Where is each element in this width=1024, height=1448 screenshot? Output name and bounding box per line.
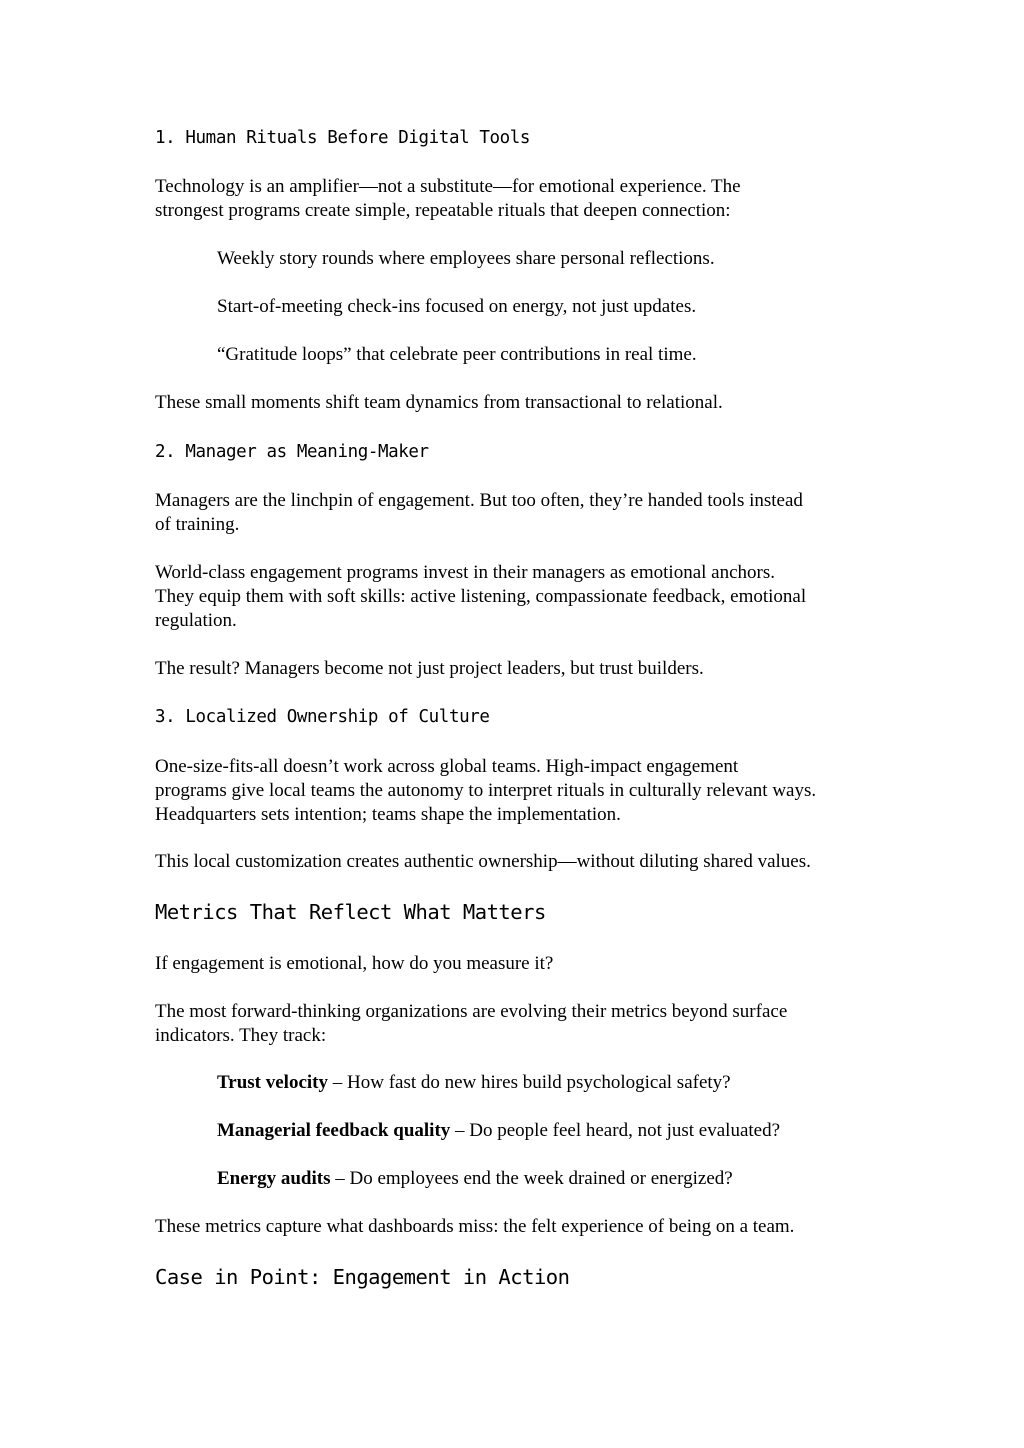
paragraph-line: The result? Managers become not just project leaders, but trust builders. <box>155 658 704 679</box>
section-heading-rituals: 1. Human Rituals Before Digital Tools <box>155 128 531 148</box>
list-item: Start-of-meeting check-ins focused on energy, not just updates. <box>217 296 697 317</box>
list-item <box>217 1119 780 1143</box>
paragraph-line: If engagement is emotional, how do you measure it? <box>155 953 554 974</box>
paragraph-line: World-class engagement programs invest in their managers as emotional anchors. <box>155 562 776 583</box>
paragraph-line: strongest programs create simple, repeatable rituals that deepen connection: <box>155 200 731 221</box>
section-heading-localized: 3. Localized Ownership of Culture <box>155 707 490 727</box>
metric-term: Trust velocity <box>217 1072 328 1093</box>
list-item <box>217 1071 731 1095</box>
paragraph-line: of training. <box>155 514 240 535</box>
paragraph-line: This local customization creates authentic ownership—without diluting shared values. <box>155 851 811 872</box>
paragraph-line: One-size-fits-all doesn’t work across global teams. High-impact engagement <box>155 756 739 777</box>
section-heading-case: Case in Point: Engagement in Action <box>155 1265 570 1289</box>
list-item: “Gratitude loops” that celebrate peer contributions in real time. <box>217 344 697 365</box>
paragraph-line: These metrics capture what dashboards miss: the felt experience of being on a team. <box>155 1216 795 1237</box>
metric-description: – How fast do new hires build psychological safety? <box>328 1072 731 1093</box>
metric-term: Energy audits <box>217 1168 331 1189</box>
paragraph-line: Headquarters sets intention; teams shape the implementation. <box>155 804 621 825</box>
paragraph-line: regulation. <box>155 610 237 631</box>
list-item <box>217 1167 733 1191</box>
paragraph-line: They equip them with soft skills: active listening, compassionate feedback, emotional <box>155 586 807 607</box>
metric-description: – Do people feel heard, not just evaluated? <box>450 1120 781 1141</box>
paragraph-line: indicators. They track: <box>155 1025 327 1046</box>
section-heading-manager: 2. Manager as Meaning-Maker <box>155 442 429 462</box>
paragraph-line: These small moments shift team dynamics from transactional to relational. <box>155 392 723 413</box>
paragraph-line: The most forward-thinking organizations are evolving their metrics beyond surface <box>155 1001 788 1022</box>
section-heading-metrics: Metrics That Reflect What Matters <box>155 900 546 924</box>
paragraph-line: Technology is an amplifier—not a substitute—for emotional experience. The <box>155 176 741 197</box>
paragraph-line: programs give local teams the autonomy to interpret rituals in culturally relevant ways. <box>155 780 817 801</box>
list-item: Weekly story rounds where employees share personal reflections. <box>217 248 715 269</box>
metric-description: – Do employees end the week drained or energized? <box>330 1168 733 1189</box>
paragraph-line: Managers are the linchpin of engagement. But too often, they’re handed tools instead <box>155 490 803 511</box>
metric-term: Managerial feedback quality <box>217 1120 451 1141</box>
